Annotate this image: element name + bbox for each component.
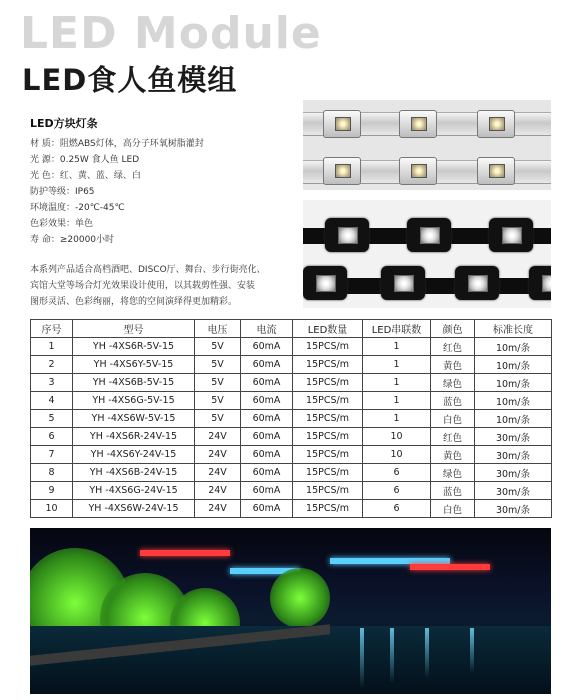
table-row (31, 482, 552, 500)
cell-length: 10m/条 (475, 374, 552, 392)
led-module (323, 110, 361, 138)
product-photo-white-modules (303, 100, 551, 190)
cell-series-count: 1 (363, 392, 431, 410)
table-header-row (31, 320, 552, 338)
cell-color: 白色 (431, 410, 475, 428)
cell-color: 绿色 (431, 464, 475, 482)
led-module (477, 157, 515, 185)
light-reflection (360, 628, 364, 688)
cell-color: 红色 (431, 428, 475, 446)
cell-color: 蓝色 (431, 482, 475, 500)
cell-voltage: 24V (195, 500, 241, 518)
cell-model: YH -4XS6R-24V-15 (73, 428, 195, 446)
cell-length: 30m/条 (475, 482, 552, 500)
cell-model: YH -4XS6B-5V-15 (73, 374, 195, 392)
led-module (399, 157, 437, 185)
cell-led-count: 15PCS/m (293, 428, 363, 446)
cell-color: 蓝色 (431, 392, 475, 410)
night-scene-photo (30, 528, 551, 694)
cell-series-count: 10 (363, 446, 431, 464)
cell-length: 30m/条 (475, 428, 552, 446)
cell-color: 黄色 (431, 356, 475, 374)
led-lens-icon (411, 117, 427, 131)
col-header-color: 颜色 (431, 320, 475, 338)
cell-model: YH -4XS6G-5V-15 (73, 392, 195, 410)
cell-voltage: 24V (195, 446, 241, 464)
cell-led-count: 15PCS/m (293, 500, 363, 518)
led-lens-icon (335, 117, 351, 131)
cell-index: 2 (31, 356, 73, 374)
page-title-cn: LED食人鱼模组 (22, 63, 238, 97)
lit-roofline (410, 564, 490, 570)
cell-series-count: 6 (363, 482, 431, 500)
led-module (455, 266, 499, 300)
led-module (399, 110, 437, 138)
col-header-current: 电流 (241, 320, 293, 338)
cell-index: 10 (31, 500, 73, 518)
table-row (31, 356, 552, 374)
cell-led-count: 15PCS/m (293, 338, 363, 356)
cell-current: 60mA (241, 500, 293, 518)
cell-current: 60mA (241, 410, 293, 428)
light-reflection (390, 628, 394, 683)
lit-tree (270, 568, 330, 628)
cell-led-count: 15PCS/m (293, 410, 363, 428)
cell-led-count: 15PCS/m (293, 356, 363, 374)
cell-length: 30m/条 (475, 464, 552, 482)
cell-current: 60mA (241, 356, 293, 374)
cell-index: 5 (31, 410, 73, 428)
led-module (381, 266, 425, 300)
table-row (31, 446, 552, 464)
spec-light-source: 光 源：0.25W 食人鱼 LED (30, 155, 140, 165)
col-header-index: 序号 (31, 320, 73, 338)
led-lens-icon (489, 164, 505, 178)
table-row (31, 392, 552, 410)
cell-voltage: 5V (195, 356, 241, 374)
cell-index: 3 (31, 374, 73, 392)
led-lens-icon (411, 164, 427, 178)
cell-series-count: 10 (363, 428, 431, 446)
led-module (325, 218, 369, 252)
led-module (529, 266, 551, 300)
spec-title: LED方块灯条 (30, 117, 98, 130)
spec-color-effect: 色彩效果：单色 (30, 219, 94, 229)
cell-index: 1 (31, 338, 73, 356)
cell-voltage: 5V (195, 410, 241, 428)
table-row (31, 464, 552, 482)
led-lens-icon (468, 275, 488, 292)
cell-voltage: 5V (195, 374, 241, 392)
table-body (31, 338, 552, 518)
cell-index: 9 (31, 482, 73, 500)
led-lens-icon (420, 227, 440, 244)
cell-color: 黄色 (431, 446, 475, 464)
led-lens-icon (338, 227, 358, 244)
table-row (31, 410, 552, 428)
led-lens-icon (316, 275, 336, 292)
cell-index: 8 (31, 464, 73, 482)
led-module (407, 218, 451, 252)
cell-color: 白色 (431, 500, 475, 518)
cell-series-count: 6 (363, 464, 431, 482)
led-lens-icon (335, 164, 351, 178)
cell-series-count: 1 (363, 374, 431, 392)
cell-color: 绿色 (431, 374, 475, 392)
cell-current: 60mA (241, 482, 293, 500)
cell-series-count: 6 (363, 500, 431, 518)
table-row (31, 428, 552, 446)
cell-length: 10m/条 (475, 410, 552, 428)
led-lens-icon (394, 275, 414, 292)
cell-series-count: 1 (363, 410, 431, 428)
cell-led-count: 15PCS/m (293, 392, 363, 410)
light-reflection (470, 628, 474, 673)
cell-length: 10m/条 (475, 338, 552, 356)
description-line: 图形灵活、色彩绚丽，将您的空间演绎得更加精彩。 (30, 297, 238, 307)
product-photo-black-modules (303, 200, 551, 308)
cell-led-count: 15PCS/m (293, 482, 363, 500)
led-module (323, 157, 361, 185)
cell-model: YH -4XS6W-24V-15 (73, 500, 195, 518)
cell-led-count: 15PCS/m (293, 374, 363, 392)
light-reflection (425, 628, 429, 678)
cell-current: 60mA (241, 392, 293, 410)
cell-voltage: 5V (195, 338, 241, 356)
cell-current: 60mA (241, 374, 293, 392)
cell-model: YH -4XS6Y-24V-15 (73, 446, 195, 464)
table-row (31, 374, 552, 392)
spec-block (30, 116, 300, 248)
cell-index: 6 (31, 428, 73, 446)
cell-color: 红色 (431, 338, 475, 356)
cell-length: 10m/条 (475, 392, 552, 410)
cell-current: 60mA (241, 446, 293, 464)
led-module (303, 266, 347, 300)
led-lens-icon (542, 275, 551, 292)
lit-roofline (140, 550, 230, 556)
spec-light-color: 光 色：红、黄、蓝、绿、白 (30, 171, 141, 181)
description-line: 本系列产品适合高档酒吧、DISCO厅、舞台、步行街亮化、 (30, 265, 266, 275)
description-line: 宾馆大堂等场合灯光效果设计使用，以其载剪性强、安装 (30, 281, 256, 291)
cell-index: 7 (31, 446, 73, 464)
table-row (31, 338, 552, 356)
cell-led-count: 15PCS/m (293, 464, 363, 482)
cell-model: YH -4XS6G-24V-15 (73, 482, 195, 500)
cell-current: 60mA (241, 338, 293, 356)
cell-model: YH -4XS6Y-5V-15 (73, 356, 195, 374)
spec-ip-rating: 防护等级：IP65 (30, 187, 95, 197)
cell-series-count: 1 (363, 356, 431, 374)
cell-led-count: 15PCS/m (293, 446, 363, 464)
cell-current: 60mA (241, 464, 293, 482)
cell-length: 10m/条 (475, 356, 552, 374)
cell-length: 30m/条 (475, 500, 552, 518)
cell-model: YH -4XS6R-5V-15 (73, 338, 195, 356)
cell-model: YH -4XS6W-5V-15 (73, 410, 195, 428)
spec-lifetime: 寿 命：≥20000小时 (30, 235, 115, 245)
led-lens-icon (502, 227, 522, 244)
table-row (31, 500, 552, 518)
spec-temperature: 环境温度：-20℃-45℃ (30, 203, 125, 213)
spec-table (30, 319, 552, 518)
cell-series-count: 1 (363, 338, 431, 356)
cell-voltage: 24V (195, 464, 241, 482)
page-title-en: LED Module (20, 8, 322, 59)
description (30, 262, 280, 310)
col-header-model: 型号 (73, 320, 195, 338)
cell-voltage: 24V (195, 428, 241, 446)
cell-voltage: 24V (195, 482, 241, 500)
led-lens-icon (489, 117, 505, 131)
col-header-length: 标准长度 (475, 320, 552, 338)
led-module (477, 110, 515, 138)
cell-current: 60mA (241, 428, 293, 446)
led-module (489, 218, 533, 252)
cell-voltage: 5V (195, 392, 241, 410)
spec-material: 材 质：阻燃ABS灯体，高分子环氧树脂灌封 (30, 139, 204, 149)
col-header-series-count: LED串联数 (363, 320, 431, 338)
cell-index: 4 (31, 392, 73, 410)
cell-length: 30m/条 (475, 446, 552, 464)
col-header-voltage: 电压 (195, 320, 241, 338)
col-header-led-count: LED数量 (293, 320, 363, 338)
cell-model: YH -4XS6B-24V-15 (73, 464, 195, 482)
